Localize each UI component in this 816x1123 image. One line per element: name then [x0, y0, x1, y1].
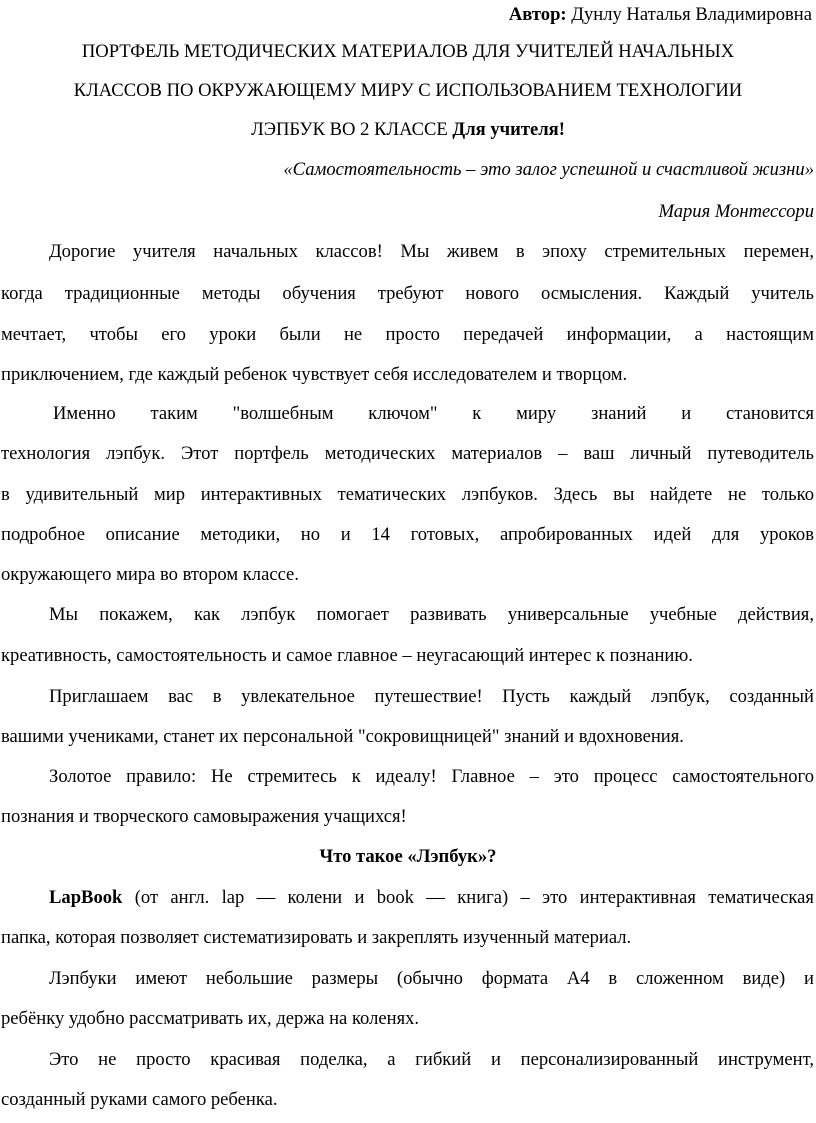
lapbook-def-line-1	[0, 887, 816, 909]
p5-line-1: Золотое правило: Не стремитесь к идеалу! Главное – это процесс самостоятельного	[49, 766, 814, 787]
lapbook-size-line-2: ребёнку удобно рассматривать их, держа на коленях.	[1, 1008, 420, 1029]
lapbook-tool-line-1: Это не просто красивая поделка, а гибкий и персонализированный инструмент,	[49, 1049, 814, 1070]
lapbook-size-line-1: Лэпбуки имеют небольшие размеры (обычно формата А4 в сложенном виде) и	[49, 968, 814, 989]
epigraph-quote: «Самостоятельность – это залог успешной и счастливой жизни»	[283, 159, 814, 180]
p2-line-3: в удивительный мир интерактивных тематических лэпбуков. Здесь вы найдете не только	[1, 484, 814, 505]
p4-line-1: Приглашаем вас в увлекательное путешествие! Пусть каждый лэпбук, созданный	[49, 686, 814, 707]
p1-line-4: приключением, где каждый ребенок чувствует себя исследователем и творцом.	[1, 364, 628, 385]
p5-line-2: познания и творческого самовыражения учащихся!	[1, 806, 407, 827]
author-line	[0, 4, 816, 26]
lapbook-def-rest: (от англ. lap — колени и book — книга) – это интерактивная тематическая	[122, 887, 814, 908]
lapbook-def-line-2: папка, которая позволяет систематизировать и закреплять изученный материал.	[1, 927, 632, 948]
p2-line-1: Именно таким "волшебным ключом" к миру знаний и становится	[53, 403, 814, 424]
title-for-teacher: Для учителя!	[452, 119, 565, 140]
p4-line-2: вашими учениками, станет их персональной "сокровищницей" знаний и вдохновения.	[1, 726, 684, 747]
author-label: Автор:	[508, 4, 567, 25]
author-name: Дунлу Наталья Владимировна	[571, 4, 812, 25]
lapbook-tool-line-2: созданный руками самого ребенка.	[1, 1089, 278, 1110]
epigraph-source: Мария Монтессори	[658, 201, 814, 222]
p2-line-2: технология лэпбук. Этот портфель методических материалов – ваш личный путеводитель	[1, 443, 814, 464]
title-line-2: КЛАССОВ ПО ОКРУЖАЮЩЕМУ МИРУ С ИСПОЛЬЗОВАНИЕМ ТЕХНОЛОГИИ	[73, 80, 743, 101]
p3-line-2: креативность, самостоятельность и самое главное – неугасающий интерес к познанию.	[1, 645, 693, 666]
p1-line-3: мечтает, чтобы его уроки были не просто передачей информации, а настоящим	[1, 324, 814, 345]
p2-line-4: подробное описание методики, но и 14 готовых, апробированных идей для уроков	[1, 524, 814, 545]
title-line-3	[0, 119, 816, 141]
title-line-3-main: ЛЭПБУК ВО 2 КЛАССЕ	[251, 119, 453, 140]
lapbook-term: LapBook	[49, 887, 123, 908]
p2-line-5: окружающего мира во втором классе.	[1, 564, 299, 585]
section-heading: Что такое «Лэпбук»?	[319, 846, 497, 867]
p1-line-2: когда традиционные методы обучения требуют нового осмысления. Каждый учитель	[1, 283, 814, 304]
p1-line-1: Дорогие учителя начальных классов! Мы живем в эпоху стремительных перемен,	[49, 241, 814, 262]
p3-line-1: Мы покажем, как лэпбук помогает развивать универсальные учебные действия,	[49, 604, 814, 625]
title-line-1: ПОРТФЕЛЬ МЕТОДИЧЕСКИХ МАТЕРИАЛОВ ДЛЯ УЧИТЕЛЕЙ НАЧАЛЬНЫХ	[81, 41, 735, 62]
